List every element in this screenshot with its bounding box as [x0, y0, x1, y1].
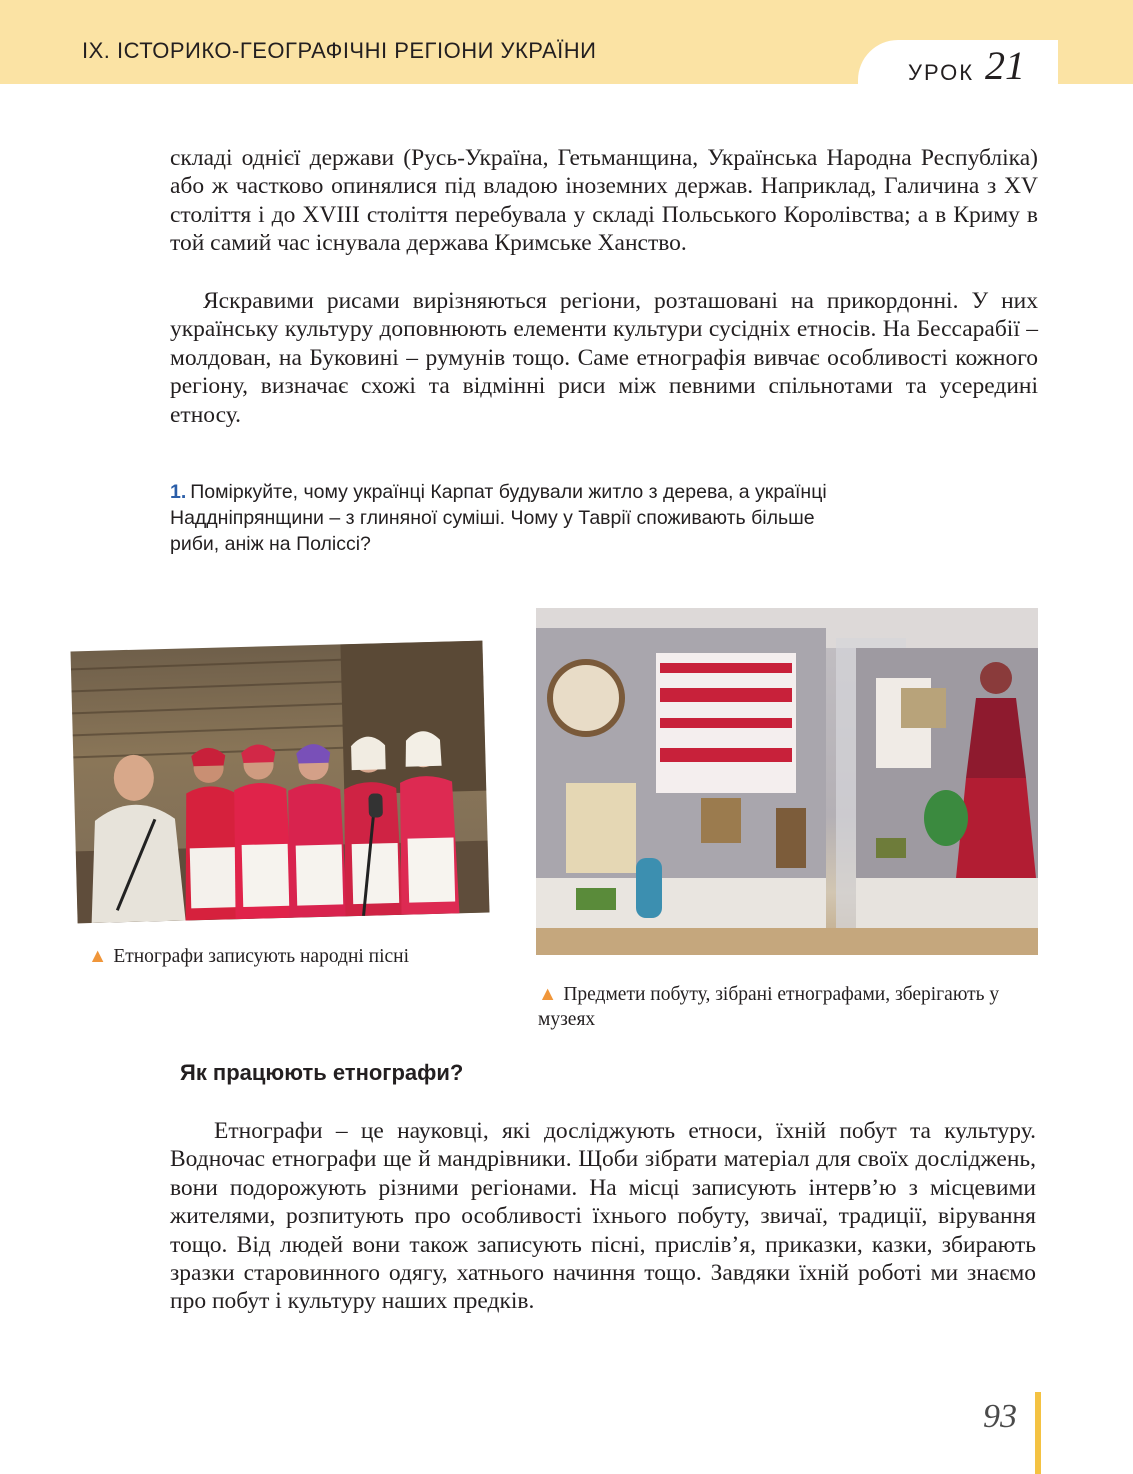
question-1: [170, 479, 850, 557]
paragraph-2: Яскравими рисами вирізняються регіони, розташовані на прикордонні. У них українську культуру доповнюють елементи культури сусідніх етносів. На Бессарабії – молдован, на Буковині – румунів тощо. Саме етнографія вивчає особливості кожного регіону, визначає схожі та відмінні риси між певними спільнотами та усередині етносу.: [170, 288, 1038, 428]
paragraph-1: складі однієї держави (Русь-Україна, Гетьманщина, Українська Народна Республіка) або ж частково опинялися під владою іноземних держав. Наприклад, Галичина з XV століття і до XVIII століття перебувала у складі Польського Королівства; а в Криму в той самий час існувала держава Кримське Ханство.: [170, 145, 1038, 257]
photo-caption-2: [538, 982, 1008, 1032]
lesson-label: УРОК: [908, 60, 975, 85]
section-heading: Як працюють етнографи?: [180, 1060, 464, 1085]
caption-text-1: Етнографи записують народні пісні: [113, 946, 410, 967]
photo-ethnographers-recording: [71, 641, 490, 924]
triangle-marker-icon: ▲: [538, 984, 558, 1005]
caption-text-2: Предмети побуту, зібрані етнографами, зберігають у музеях: [538, 984, 1000, 1030]
triangle-marker-icon: ▲: [88, 946, 108, 967]
photo-museum-exhibit: [536, 608, 1038, 955]
chapter-title: IX. ІСТОРИКО-ГЕОГРАФІЧНІ РЕГІОНИ УКРАЇНИ: [82, 38, 597, 63]
lesson-number: 21: [985, 43, 1025, 88]
question-number: 1.: [170, 481, 187, 503]
page-accent-bar: [1035, 1392, 1041, 1474]
question-text: Поміркуйте, чому українці Карпат будували житло з дерева, а українці Наддніпрянщини – з глиняної суміші. Чому у Таврії споживають більше риби, аніж на Поліссі?: [170, 481, 827, 555]
page-number: 93: [983, 1398, 1017, 1435]
paragraph-3: Етнографи – це науковці, які досліджують етноси, їхній побут та культуру. Водночас етнографи ще й мандрівники. Щоби зібрати матеріал для своїх досліджень, вони подорожують різними регіонами. На місці записують інтерв’ю з місцевими жителями, розпитують про особливості їхнього побуту, звичаї, традиції, вірування тощо. Від людей вони також записують пісні, прислів’я, приказки, казки, збирають зразки старовинного одягу, хатнього начиння тощо. Завдяки їхній роботі ми знаємо про побут і культуру наших предків.: [170, 1118, 1036, 1315]
photo-caption-1: [88, 944, 409, 969]
